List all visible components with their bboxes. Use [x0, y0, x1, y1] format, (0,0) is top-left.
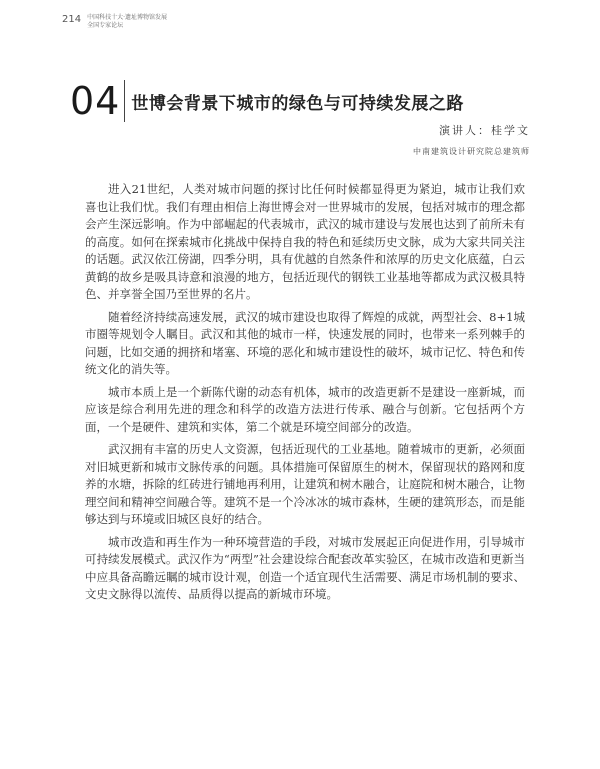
page-number: 214: [62, 14, 82, 25]
running-header: [62, 14, 167, 30]
article-body: [85, 181, 525, 609]
paragraph-5: 城市改造和再生作为一种环境营造的手段，对城市发展起正向促进作用，引导城市可持续发展模式。武汉作为“两型”社会建设综合配套改革实验区，在城市改造和更新当中应具备高瞻远瞩的城市设计观，创造一个适宜现代生活需要、满足市场机制的要求、文史文脉得以流传、品质得以提高的新城市环境。: [85, 534, 525, 601]
speaker-name: 演讲人：桂学文: [439, 124, 530, 137]
speaker-block: [413, 122, 530, 157]
running-header-text: [87, 14, 167, 30]
paragraph-2: 随着经济持续高速发展，武汉的城市建设也取得了辉煌的成就，两型社会、8+1城市圈等规划令人瞩目。武汉和其他的城市一样，快速发展的同时，也带来一系列棘手的问题，比如交通的拥挤和堵塞、环境的恶化和城市建设性的破坏，城市记忆、特色和传统文化的消失等。: [85, 309, 525, 376]
running-header-line-2: 全国专家论坛: [87, 22, 124, 29]
chapter-divider: [124, 80, 125, 122]
paragraph-1: 进入21世纪，人类对城市问题的探讨比任何时候都显得更为紧迫，城市让我们欢喜也让我们忧。我们有理由相信上海世博会对一世界城市的发展，包括对城市的理念都会产生深远影响。作为中部崛起的代表城市，武汉的城市建设与发展也达到了前所未有的高度。如何在探索城市化挑战中保持自我的特色和延续历史文脉，成为大家共同关注的话题。武汉依江傍湖，四季分明，具有优越的自然条件和浓厚的历史文化底蕴，白云黄鹤的故乡是吸具诗意和浪漫的地方，包括近现代的钢铁工业基地等都成为武汉极具特色、并享誉全国乃至世界的名片。: [85, 182, 525, 301]
chapter-title: 世博会背景下城市的绿色与可持续发展之路: [131, 93, 464, 114]
chapter-heading: [70, 80, 464, 122]
paragraph-4: 武汉拥有丰富的历史人文资源，包括近现代的工业基地。随着城市的更新，必须面对旧城更新和城市文脉传承的问题。具体措施可保留原生的树木，保留现状的路网和度养的水塘，拆除的红砖进行铺地再利用，让建筑和树木融合，让庭院和树木融合，让物理空间和精神空间融合等。建筑不是一个冷冰冰的城市森林，生硬的建筑形态，而是能够达到与环境或旧城区良好的结合。: [85, 442, 525, 526]
chapter-number: 04: [70, 79, 121, 123]
running-header-line-1: 中国科技十大·遗址博物馆发展: [87, 14, 168, 21]
paragraph-3: 城市本质上是一个新陈代谢的动态有机体，城市的改造更新不是建设一座新城，而应该是综合利用先进的理念和科学的改造方法进行传承、融合与创新。它包括两个方面，一个是硬件、建筑和实体，第二个就是环境空间部分的改造。: [85, 384, 525, 434]
speaker-affiliation: 中南建筑设计研究院总建筑师: [413, 147, 530, 156]
